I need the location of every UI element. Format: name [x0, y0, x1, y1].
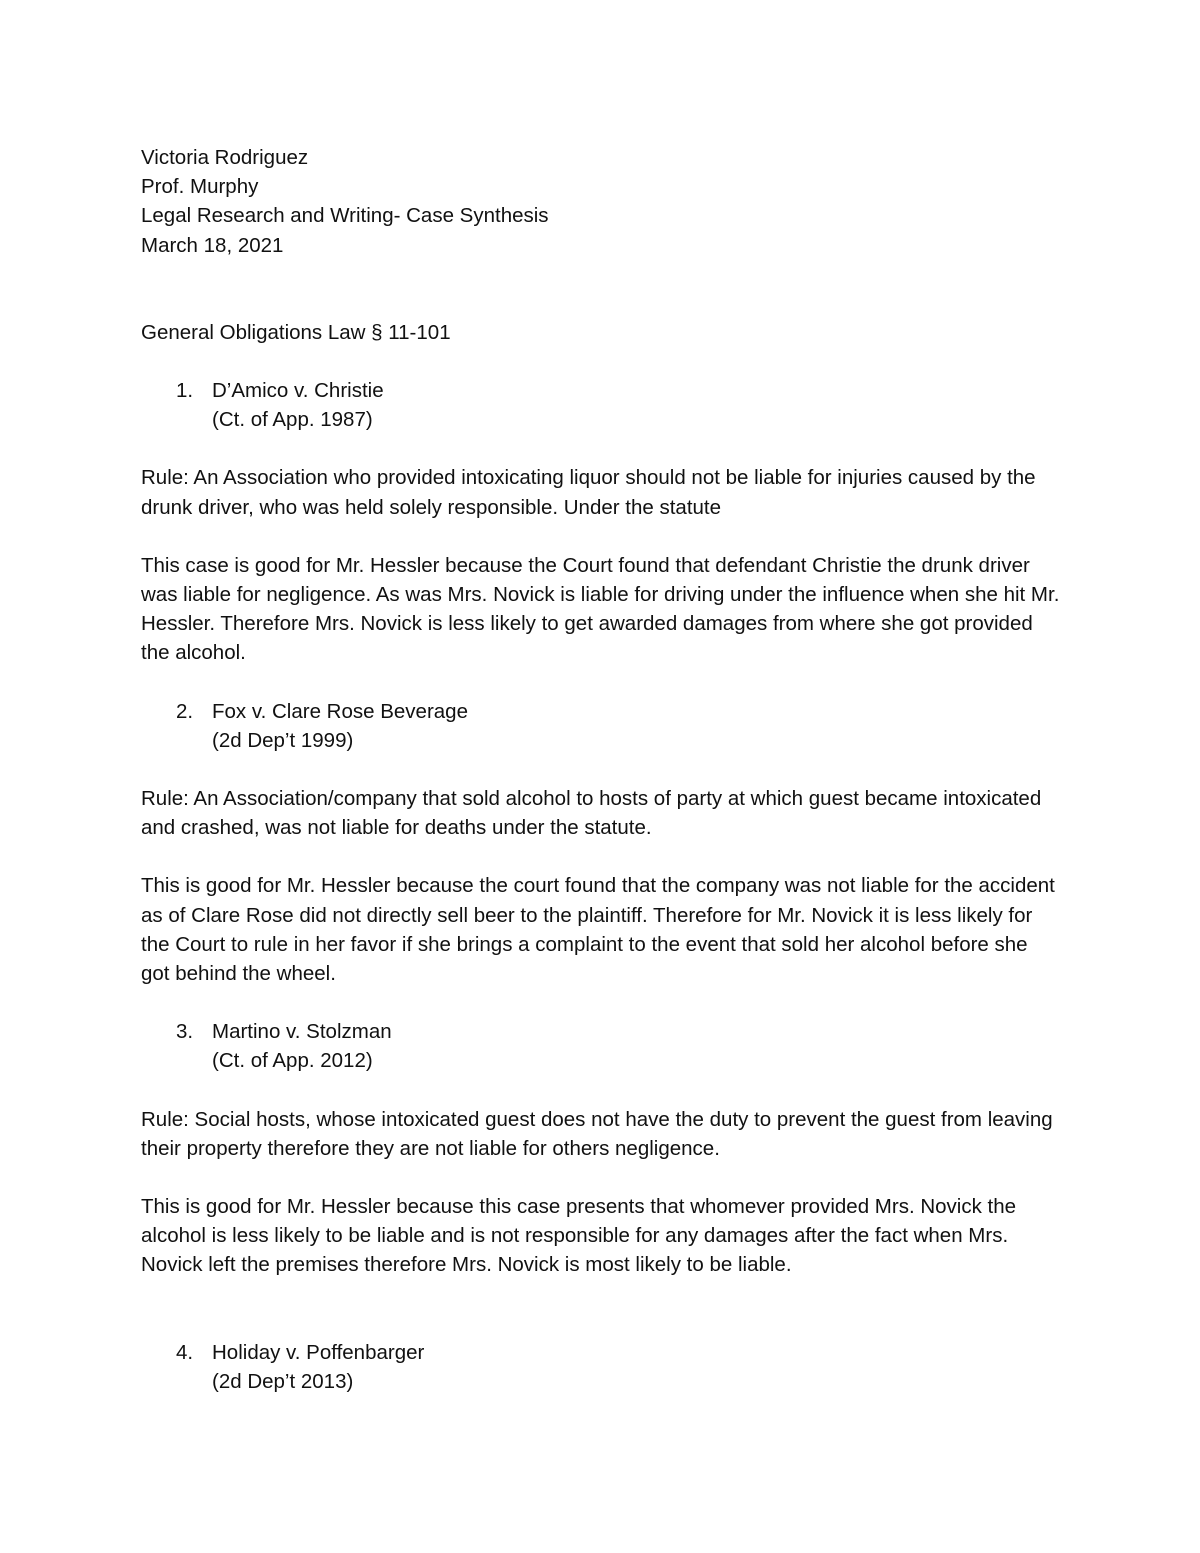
case-number: 4.	[176, 1340, 194, 1364]
case-heading	[141, 376, 1061, 405]
author-name: Victoria Rodriguez	[141, 146, 309, 169]
case-court: (Ct. of App. 1987)	[212, 408, 373, 432]
statute-heading: General Obligations Law § 11-101	[141, 320, 451, 344]
case-name: D’Amico v. Christie	[212, 379, 384, 403]
case-number: 1.	[176, 379, 194, 403]
case-rule: Rule: Social hosts, whose intoxicated guest does not have the duty to prevent the guest from leaving their property therefore they are not liable for others negligence.	[141, 1107, 1053, 1160]
case-name: Martino v. Stolzman	[212, 1020, 392, 1044]
case-heading	[141, 697, 1061, 726]
case-rule: Rule: An Association/company that sold alcohol to hosts of party at which guest became intoxicated and crashed, was not liable for deaths under the statute.	[141, 787, 1042, 840]
case-heading	[141, 1017, 1061, 1046]
case-name: Fox v. Clare Rose Beverage	[212, 699, 468, 723]
case-court: (Ct. of App. 2012)	[212, 1049, 373, 1073]
case-analysis: This is good for Mr. Hessler because the court found that the company was not liable for the accident as of Clare Rose did not directly sell beer to the plaintiff. Therefore for Mr. Novick it is less likely for the Court to rule in her favor if she brings a complaint to the event that sold her alcohol before she got behind the wheel.	[141, 874, 1055, 986]
document-date: March 18, 2021	[141, 233, 284, 257]
case-heading	[141, 1338, 1061, 1367]
course-title: Legal Research and Writing- Case Synthesis	[141, 204, 549, 228]
case-court: (2d Dep’t 1999)	[212, 728, 354, 752]
case-number: 2.	[176, 699, 194, 723]
professor-name: Prof. Murphy	[141, 175, 259, 199]
case-court: (2d Dep’t 2013)	[212, 1369, 354, 1393]
document-body	[141, 143, 1061, 1396]
case-analysis: This is good for Mr. Hessler because this case presents that whomever provided Mrs. Novick the alcohol is less likely to be liable and is not responsible for any damages after the fact when Mrs. Novick left the premises therefore Mrs. Novick is most likely to be liable.	[141, 1195, 1017, 1277]
case-number: 3.	[176, 1020, 194, 1044]
case-name: Holiday v. Poffenbarger	[212, 1340, 425, 1364]
case-rule: Rule: An Association who provided intoxicating liquor should not be liable for injuries caused by the drunk driver, who was held solely responsible. Under the statute	[141, 466, 1036, 519]
case-analysis: This case is good for Mr. Hessler because the Court found that defendant Christie the drunk driver was liable for negligence. As was Mrs. Novick is liable for driving under the influence when she hit Mr. Hessler. Therefore Mrs. Novick is less likely to get awarded damages from where she got provided the alcohol.	[141, 553, 1060, 665]
